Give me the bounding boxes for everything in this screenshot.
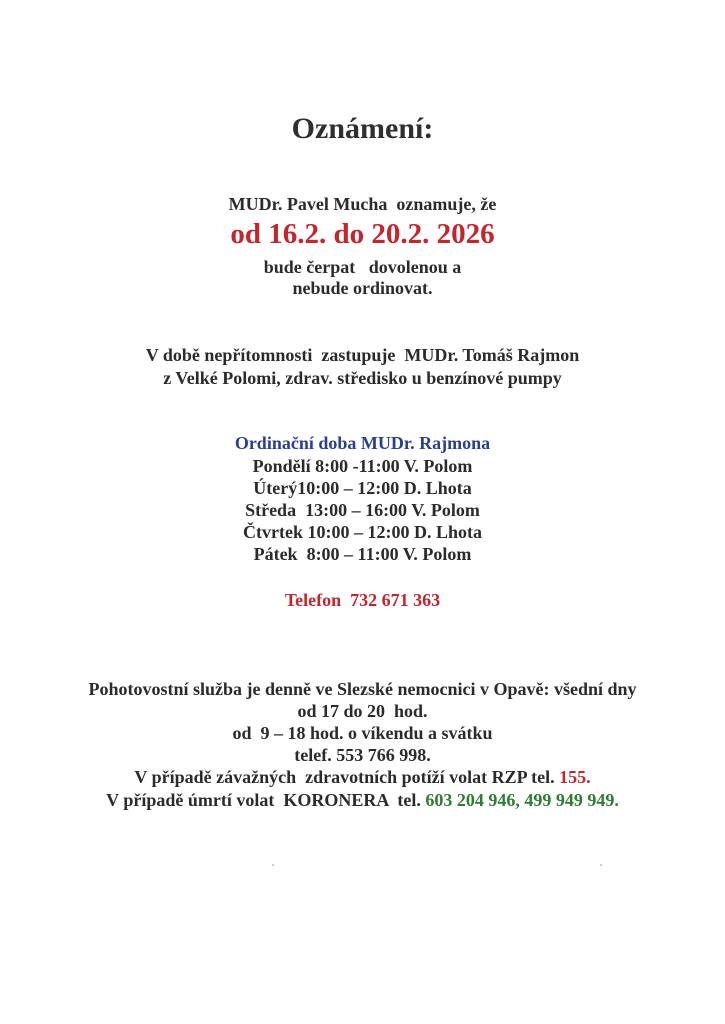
emergency-line: od 17 do 20 hod. [297,701,428,721]
intro-line: MUDr. Pavel Mucha oznamuje, že [228,194,497,214]
intro-line: nebude ordinovat. [292,278,433,298]
rzp-line [0,766,725,788]
rzp-number: 155. [559,767,591,787]
substitute-line: V době nepřítomnosti zastupuje MUDr. Tomáš Rajmon [145,345,580,365]
scan-speck [272,864,274,866]
emergency-line: od 9 – 18 hod. o víkendu a svátku [232,723,493,743]
coroner-numbers: 603 204 946, 499 949 949. [425,790,619,810]
hours-day: Středa 13:00 – 16:00 V. Polom [245,500,480,520]
scan-speck [600,864,602,866]
coroner-text: V případě úmrtí volat KORONERA tel. [106,790,426,810]
hours-day: Pondělí 8:00 -11:00 V. Polom [252,456,473,476]
intro-line: bude čerpat dovolenou a [263,257,462,277]
coroner-line [0,789,725,811]
emergency-line: telef. 553 766 998. [294,745,431,765]
emergency-line: Pohotovostní služba je denně ve Slezské nemocnici v Opavě: všední dny [88,679,637,699]
vacation-dates: od 16.2. do 20.2. 2026 [230,218,495,250]
substitute-line: z Velké Polomi, zdrav. středisko u benzínové pumpy [163,368,562,388]
phone-number: Telefon 732 671 363 [284,590,441,610]
page-title: Oznámení: [291,112,434,145]
hours-day: Pátek 8:00 – 11:00 V. Polom [253,544,472,564]
hours-day: Čtvrtek 10:00 – 12:00 D. Lhota [243,522,482,542]
rzp-text: V případě závažných zdravotních potíží volat RZP tel. [134,767,560,787]
hours-heading: Ordinační doba MUDr. Rajmona [234,433,491,453]
hours-day: Úterý10:00 – 12:00 D. Lhota [253,478,472,498]
